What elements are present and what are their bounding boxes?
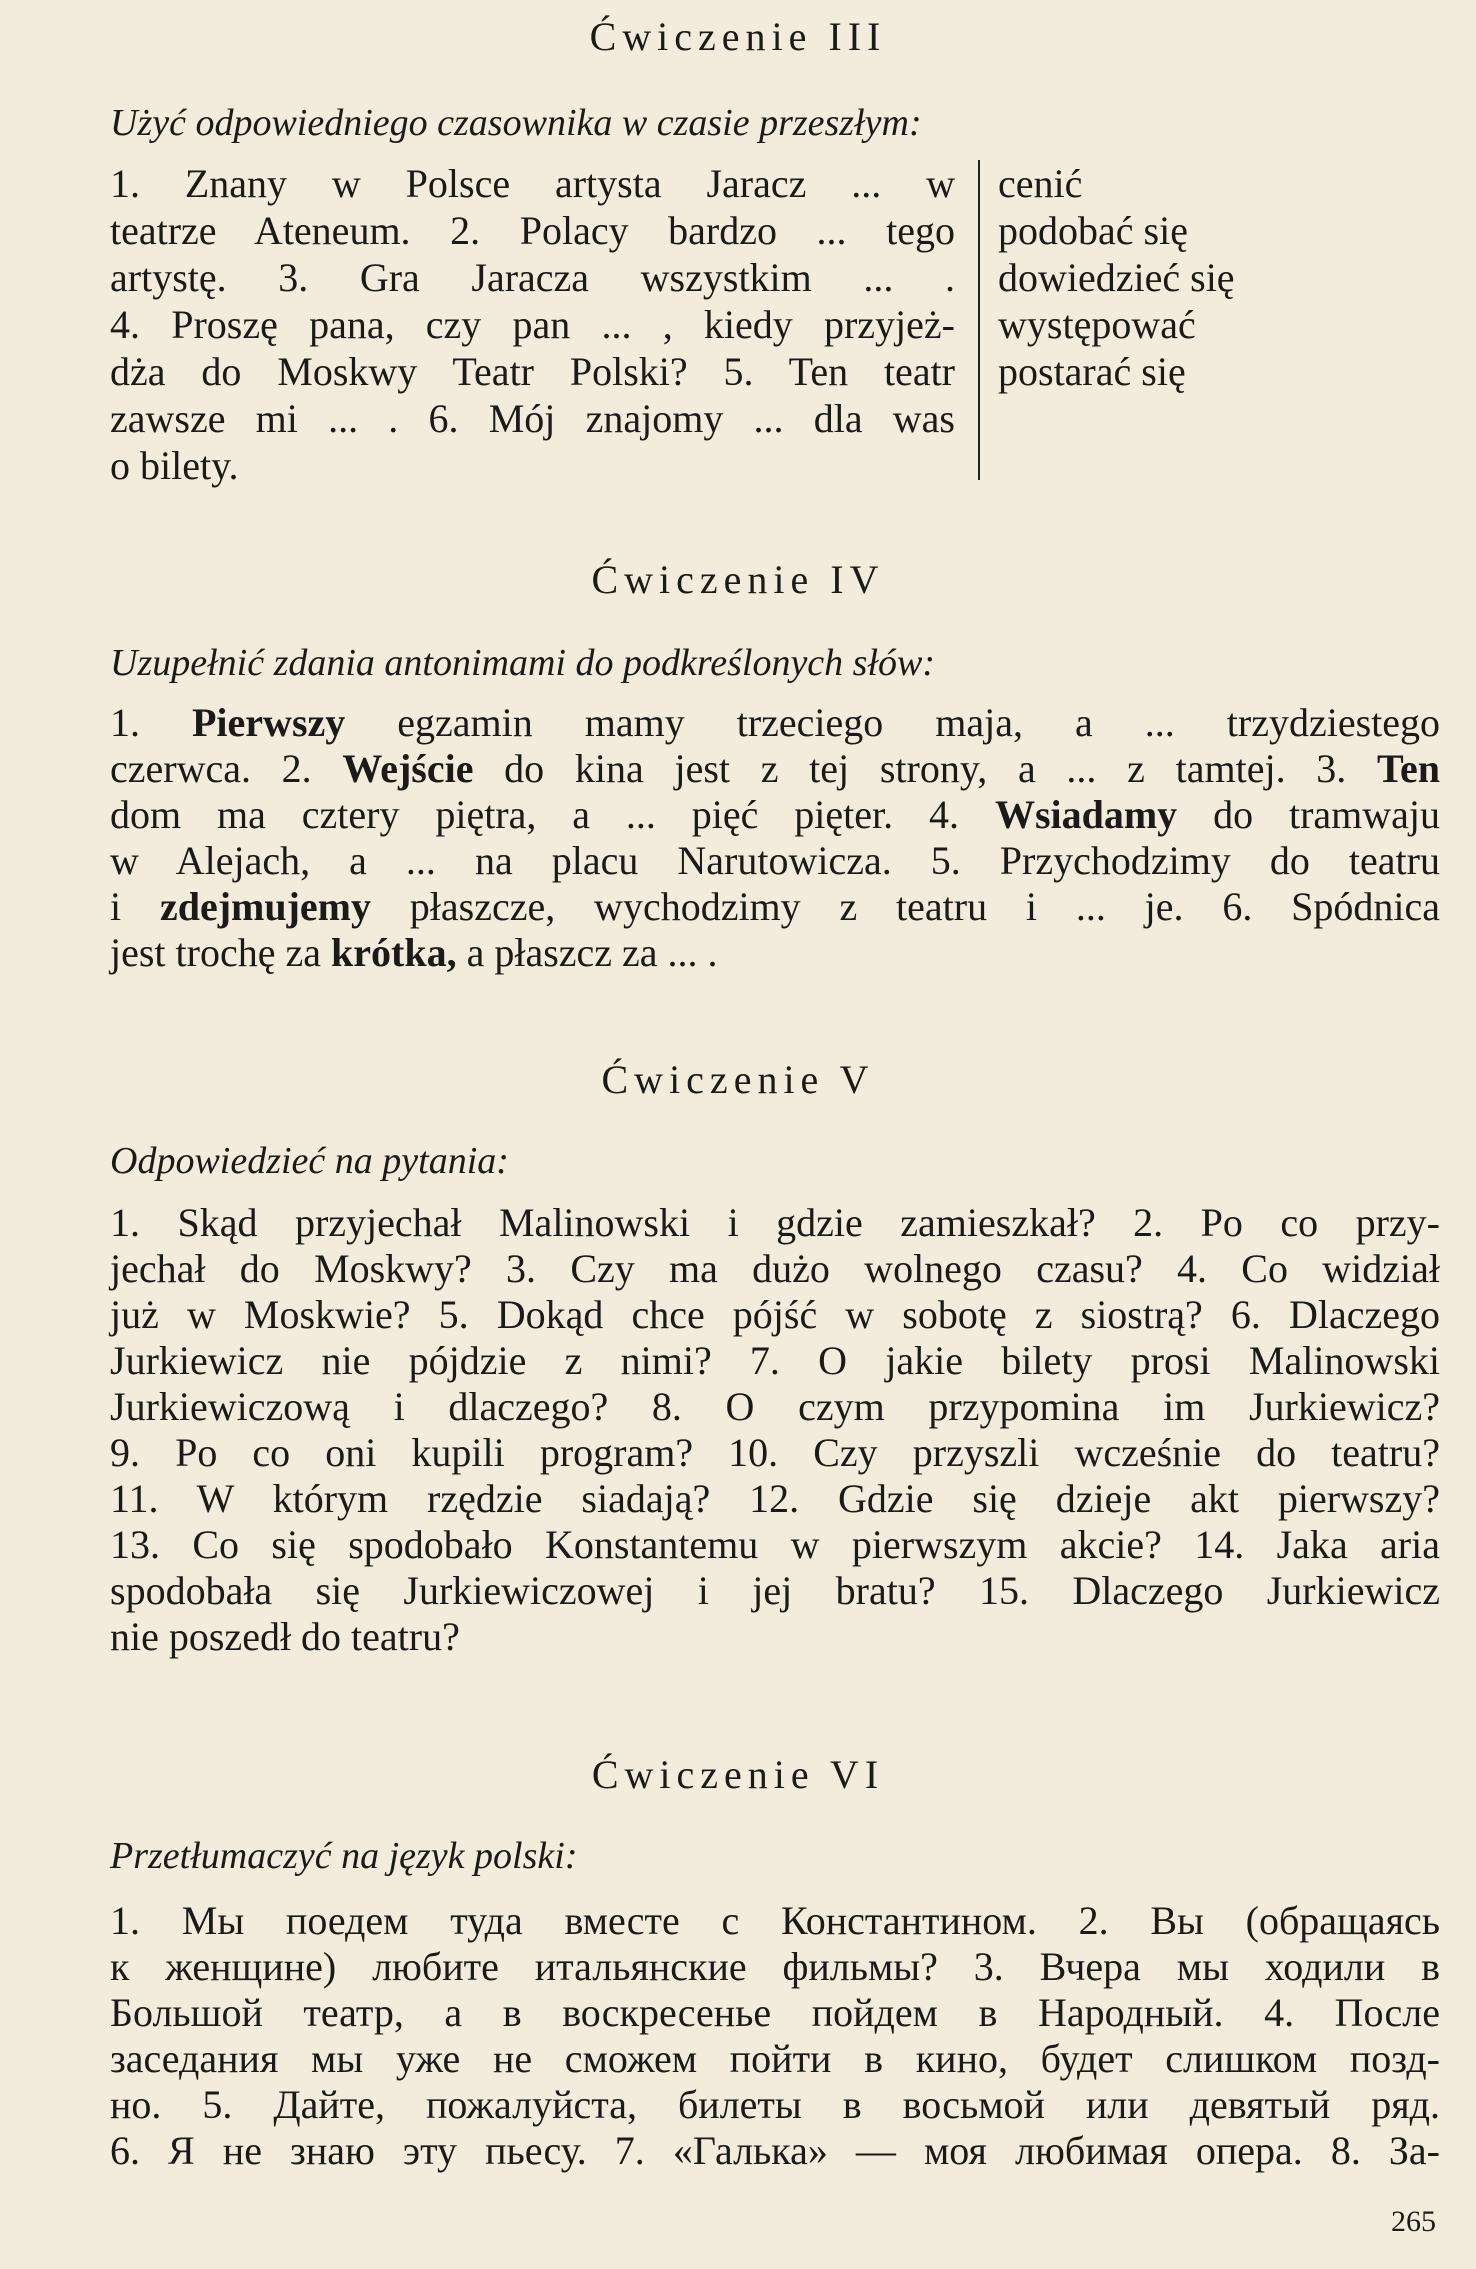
text-segment: egzamin mamy trzeciego maja, a ... trzydziestego <box>345 700 1440 745</box>
text-line: dża do Moskwy Teatr Polski? 5. Ten teatr <box>110 349 955 394</box>
text-line: w Alejach, a ... na placu Narutowicza. 5. Przychodzimy do teatru <box>110 838 1440 883</box>
page-number: 265 <box>1391 2205 1436 2238</box>
exercise-5-instruction: Odpowiedzieć na pytania: <box>110 1140 509 1182</box>
exercise-6-instruction: Przetłumaczyć na język polski: <box>110 1835 578 1877</box>
text-segment: do tramwaju <box>1177 792 1441 837</box>
text-line: zawsze mi ... . 6. Mój znajomy ... dla was <box>110 396 955 441</box>
text-line: o bilety. <box>110 443 239 488</box>
exercise-3-verb-list <box>998 160 1235 395</box>
text-line: 1. Мы поедем туда вместе с Константином. 2. Вы (обращаясь <box>110 1898 1440 1943</box>
text-segment: a płaszcz za ... . <box>456 930 718 975</box>
text-segment: do kina jest z tej strony, a ... z tamtej. 3. <box>473 746 1377 791</box>
verb-item: cenić <box>998 161 1083 206</box>
exercise-5-paragraph <box>110 1200 1440 1660</box>
text-line: 1. Znany w Polsce artysta Jaracz ... w <box>110 161 955 206</box>
bold-word: Wsiadamy <box>994 792 1178 837</box>
text-segment: i <box>110 884 160 929</box>
text-segment: 1. <box>110 700 192 745</box>
text-line: 6. Я не знаю эту пьесу. 7. «Галька» — моя любимая опера. 8. За- <box>110 2128 1440 2173</box>
exercise-6-paragraph <box>110 1898 1440 2174</box>
exercise-4-heading: Ćwiczenie IV <box>591 557 885 602</box>
exercise-3-sentences <box>110 160 955 489</box>
text-line: już w Moskwie? 5. Dokąd chce pójść w sobotę z siostrą? 6. Dlaczego <box>110 1292 1440 1337</box>
exercise-3-heading: Ćwiczenie III <box>589 14 887 59</box>
text-line: nie poszedł do teatru? <box>110 1614 460 1659</box>
text-segment: czerwca. 2. <box>110 746 343 791</box>
text-segment: dom ma cztery piętra, a ... pięć pięter. 4. <box>110 792 960 837</box>
text-line: Большой театр, а в воскресенье пойдем в Народный. 4. После <box>110 1990 1440 2035</box>
text-line: spodobała się Jurkiewiczowej i jej bratu? 15. Dlaczego Jurkiewicz <box>110 1568 1440 1613</box>
text-line: но. 5. Дайте, пожалуйста, билеты в восьмой или девятый ряд. <box>110 2082 1440 2127</box>
exercise-6-heading: Ćwiczenie VI <box>591 1752 885 1797</box>
text-line: 4. Proszę pana, czy pan ... , kiedy przyjeż- <box>110 302 955 347</box>
text-segment: jest trochę za <box>110 930 331 975</box>
text-line: 13. Co się spodobało Konstantemu w pierwszym akcie? 14. Jaka aria <box>110 1522 1440 1567</box>
bold-word: Pierwszy <box>192 700 346 745</box>
verb-item: występować <box>998 302 1196 347</box>
text-line: Jurkiewiczową i dlaczego? 8. O czym przypomina im Jurkiewicz? <box>110 1384 1440 1429</box>
text-line <box>110 746 1440 792</box>
text-line: teatrze Ateneum. 2. Polacy bardzo ... tego <box>110 208 955 253</box>
text-line <box>110 700 1440 746</box>
exercise-4-instruction: Uzupełnić zdania antonimami do podkreślonych słów: <box>110 642 936 684</box>
bold-word: krótka, <box>331 930 457 975</box>
exercise-3-instruction: Użyć odpowiedniego czasownika w czasie przeszłym: <box>110 102 922 144</box>
exercise-4-paragraph <box>110 700 1440 976</box>
bold-word: Ten <box>1376 746 1440 791</box>
text-line: 1. Skąd przyjechał Malinowski i gdzie zamieszkał? 2. Po co przy- <box>110 1200 1440 1245</box>
text-line: 9. Po co oni kupili program? 10. Czy przyszli wcześnie do teatru? <box>110 1430 1440 1475</box>
text-segment: płaszcze, wychodzimy z teatru i ... je. 6. Spódnica <box>370 884 1440 929</box>
column-divider <box>978 160 980 480</box>
bold-word: zdejmujemy <box>159 884 371 929</box>
verb-item: postarać się <box>998 349 1186 394</box>
text-line: Jurkiewicz nie pójdzie z nimi? 7. O jakie bilety prosi Malinowski <box>110 1338 1440 1383</box>
verb-item: dowiedzieć się <box>998 255 1235 300</box>
text-line <box>110 930 1440 976</box>
text-line: к женщине) любите итальянские фильмы? 3. Вчера мы ходили в <box>110 1944 1440 1989</box>
verb-item: podobać się <box>998 208 1188 253</box>
exercise-5-heading: Ćwiczenie V <box>601 1057 875 1102</box>
text-line: artystę. 3. Gra Jaracza wszystkim ... . <box>110 255 955 300</box>
bold-word: Wejście <box>342 746 474 791</box>
text-line: заседания мы уже не сможем пойти в кино, будет слишком позд- <box>110 2036 1440 2081</box>
text-line <box>110 884 1440 930</box>
text-line: jechał do Moskwy? 3. Czy ma dużo wolnego czasu? 4. Co widział <box>110 1246 1440 1291</box>
text-line: 11. W którym rzędzie siadają? 12. Gdzie się dzieje akt pierwszy? <box>110 1476 1440 1521</box>
text-line <box>110 792 1440 838</box>
